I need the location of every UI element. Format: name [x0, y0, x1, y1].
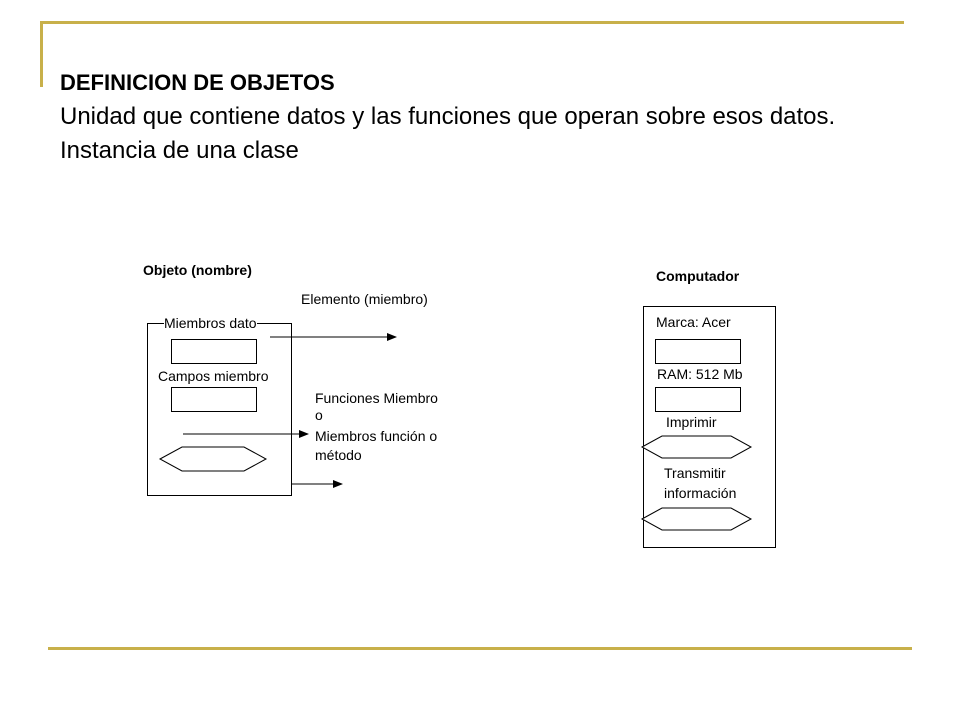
computer-title: Computador: [656, 268, 740, 284]
slide-description: Unidad que contiene datos y las funciones que operan sobre esos datos.: [60, 103, 836, 130]
slide-heading: DEFINICION DE OBJETOS: [60, 70, 335, 95]
method-hexagon-left: [160, 447, 266, 471]
functions-label-line4: método: [315, 447, 362, 463]
element-label: Elemento (miembro): [301, 291, 428, 307]
data-members-label: Miembros dato: [164, 315, 257, 331]
print-label: Imprimir: [666, 414, 717, 430]
transmit-label-line1: Transmitir: [664, 465, 726, 481]
transmit-hexagon: [642, 508, 751, 530]
ram-label: RAM: 512 Mb: [657, 366, 743, 382]
print-hexagon: [642, 436, 751, 458]
transmit-label-line2: información: [664, 485, 737, 501]
object-title: Objeto (nombre): [143, 262, 252, 278]
functions-label-line2: o: [315, 407, 323, 423]
functions-label-line1: Funciones Miembro: [315, 390, 438, 406]
slide-subtitle: Instancia de una clase: [60, 137, 299, 164]
fields-label: Campos miembro: [158, 368, 269, 384]
functions-label-line3: Miembros función o: [315, 428, 438, 444]
brand-label: Marca: Acer: [656, 314, 731, 330]
